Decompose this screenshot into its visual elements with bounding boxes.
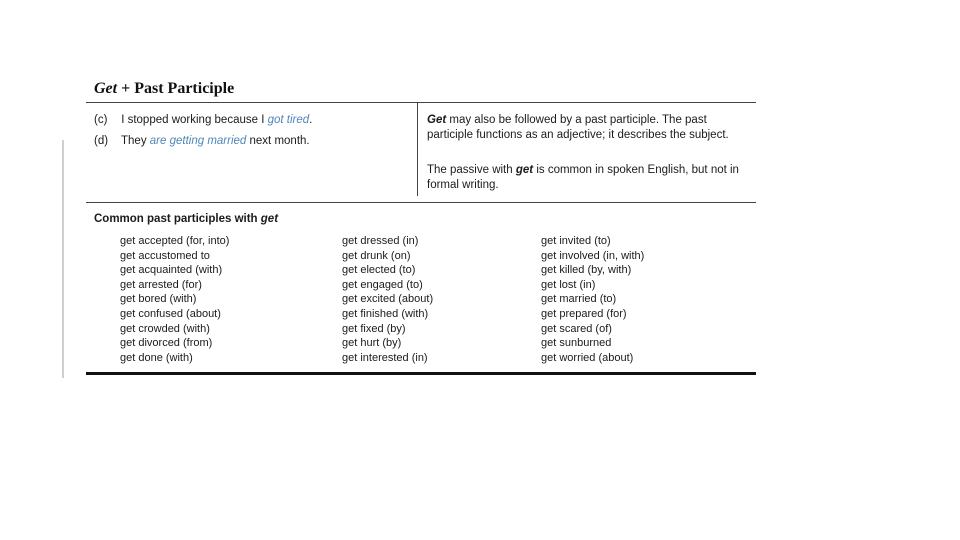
participle-item: get drunk (on): [342, 249, 411, 262]
participle-item: get done (with): [120, 351, 193, 364]
participle-item: get confused (about): [120, 307, 221, 320]
title-keyword: Get: [94, 80, 118, 97]
participle-item: get involved (in, with): [541, 249, 645, 262]
top-rule: [86, 102, 756, 103]
participle-item: get killed (by, with): [541, 264, 632, 277]
explanation-keyword: get: [515, 164, 534, 176]
participle-item: get acquainted (with): [120, 264, 223, 277]
example-text: They: [121, 135, 147, 147]
participle-item: get invited (to): [541, 235, 611, 247]
participle-item: get accustomed to: [120, 249, 210, 262]
participle-item: get finished (with): [342, 307, 429, 320]
participle-item: get scared (of): [541, 322, 612, 335]
participle-item: get prepared (for): [541, 307, 627, 320]
middle-rule: [86, 202, 756, 203]
participle-item: get dressed (in): [342, 235, 419, 247]
example-text: I stopped working because I: [121, 114, 265, 126]
section-title: [94, 80, 234, 98]
explanation-keyword: Get: [427, 114, 447, 126]
participle-item: get arrested (for): [120, 278, 202, 291]
participle-item: get lost (in): [541, 278, 596, 291]
bottom-rule: [86, 372, 756, 375]
column-divider: [417, 102, 418, 196]
participle-item: get elected (to): [342, 264, 416, 277]
example-text-end: next month.: [249, 135, 310, 147]
participle-item: get fixed (by): [342, 322, 406, 335]
explanation-text: may also be followed by a past participle. The past participle functions as an adjective; it describes the subject.: [427, 114, 729, 141]
participle-column-2: [342, 234, 433, 365]
example-tag: (d): [94, 135, 109, 147]
list-heading-keyword: get: [260, 213, 279, 225]
example-highlight: got tired: [267, 114, 310, 126]
list-heading: [94, 213, 278, 225]
participle-item: get crowded (with): [120, 322, 210, 335]
example-tag: (c): [94, 114, 108, 126]
participle-item: get divorced (from): [120, 337, 213, 350]
explanation-paragraph-1: [427, 113, 747, 143]
example-text-end: .: [309, 114, 313, 126]
participle-column-3: [541, 234, 644, 365]
participle-item: get married (to): [541, 293, 617, 306]
participle-item: get interested (in): [342, 351, 428, 364]
explanation-text: is common in spoken English, but not in formal writing.: [427, 164, 739, 191]
example-highlight: are getting married: [149, 135, 247, 147]
participle-item: get hurt (by): [342, 337, 402, 350]
participle-item: get worried (about): [541, 351, 634, 364]
title-rest: + Past Participle: [121, 80, 235, 97]
participle-item: get sunburned: [541, 337, 612, 350]
participle-item: get engaged (to): [342, 278, 423, 291]
participle-item: get accepted (for, into): [120, 235, 230, 247]
participle-item: get bored (with): [120, 293, 197, 306]
explanation-paragraph-2: [427, 163, 747, 193]
example-d: [94, 135, 310, 147]
list-heading-text: Common past participles with: [94, 213, 258, 225]
participle-column-1: [120, 234, 229, 365]
example-c: [94, 114, 312, 126]
explanation-text: The passive with: [427, 164, 513, 176]
participle-item: get excited (about): [342, 293, 434, 306]
scan-edge-line: [62, 140, 64, 378]
